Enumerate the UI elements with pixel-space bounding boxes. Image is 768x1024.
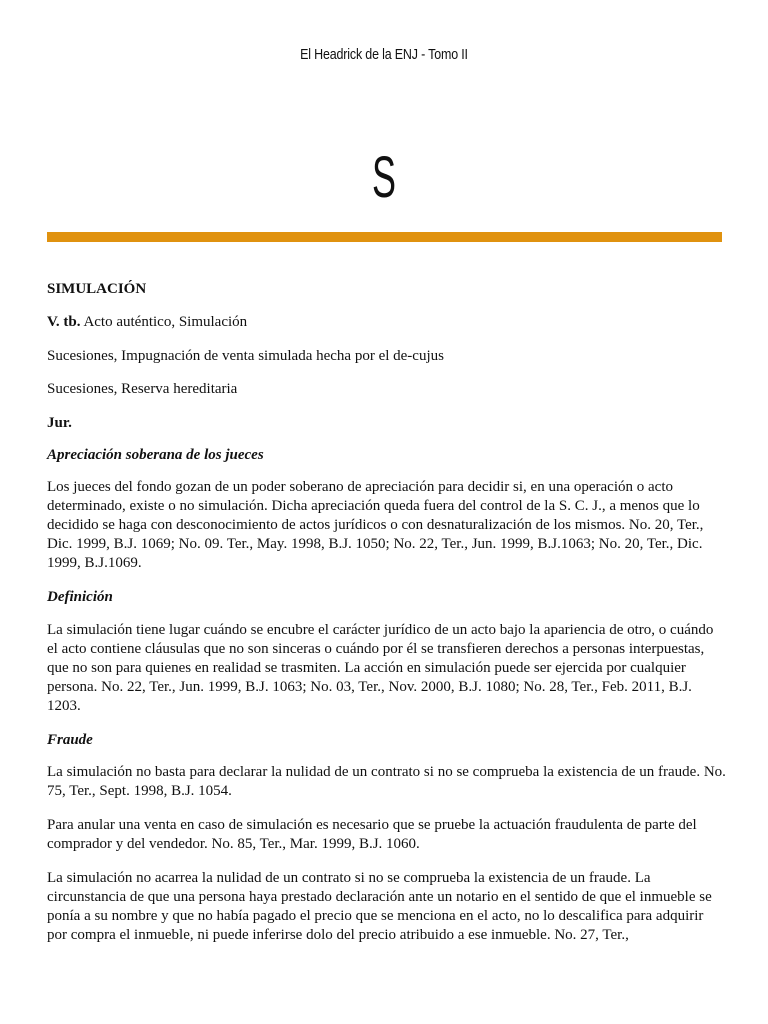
see-also-label: V. tb.	[47, 314, 81, 330]
entry-title: SIMULACIÓN	[47, 281, 147, 297]
see-also-item: Acto auténtico, Simulación	[83, 314, 248, 330]
see-also-line	[47, 380, 727, 399]
paragraph: Los jueces del fondo gozan de un poder soberano de apreciación para decidir si, en una operación o acto determinado, existe o no simulación. Dicha apreciación queda fuera del control de la S. C. J., a menos que lo decidido se haga con desconocimiento de actos jurídicos o con desnaturalización de los mismos. No. 20, Ter., Dic. 1999, B.J. 1069; No. 09. Ter., May. 1998, B.J. 1050; No. 22, Ter., Jun. 1999, B.J.1063; No. 20, Ter., Dic. 1999, B.J.1069.	[47, 479, 704, 571]
paragraph: Para anular una venta en caso de simulación es necesario que se pruebe la actuación fraudulenta de parte del comprador y del vendedor. No. 85, Ter., Mar. 1999, B.J. 1060.	[47, 817, 697, 852]
see-also-item: Sucesiones, Impugnación de venta simulada hecha por el de-cujus	[47, 347, 444, 364]
see-also-item: Sucesiones, Reserva hereditaria	[47, 381, 238, 397]
document-body	[47, 280, 727, 960]
section-letter: S	[372, 145, 396, 210]
section-heading: Definición	[47, 589, 113, 605]
section-heading: Fraude	[47, 731, 93, 748]
accent-divider	[47, 232, 722, 242]
section-heading: Apreciación soberana de los jueces	[47, 446, 264, 463]
paragraph: La simulación tiene lugar cuándo se encubre el carácter jurídico de un acto bajo la apariencia de otro, o cuándo el acto contiene cláusulas que no son sinceras o cuándo por él se transfieren derechos a personas interpuestas, que no son para quienes en realidad se trasmiten. La acción en simulación puede ser ejercida por cualquier persona. No. 22, Ter., Jun. 1999, B.J. 1063; No. 03, Ter., Nov. 2000, B.J. 1080; No. 28, Ter., Feb. 2011, B.J. 1203.	[47, 621, 714, 714]
see-also-line	[47, 347, 727, 366]
paragraph: La simulación no basta para declarar la nulidad de un contrato si no se comprueba la existencia de un fraude. No. 75, Ter., Sept. 1998, B.J. 1054.	[47, 764, 726, 799]
running-header: El Headrick de la ENJ - Tomo II	[300, 47, 468, 63]
see-also-line	[47, 313, 727, 332]
paragraph: La simulación no acarrea la nulidad de un contrato si no se comprueba la existencia de un fraude. La circunstancia de que una persona haya prestado declaración ante un notario en el sentido de que el inmueble se ponía a su nombre y que no había pagado el precio que se menciona en el acto, no lo descalifica para adquirir por compra el inmueble, ni puede inferirse dolo del precio atribuido a ese inmueble. No. 27, Ter.,	[47, 870, 712, 943]
jurisprudence-label: Jur.	[47, 414, 72, 431]
